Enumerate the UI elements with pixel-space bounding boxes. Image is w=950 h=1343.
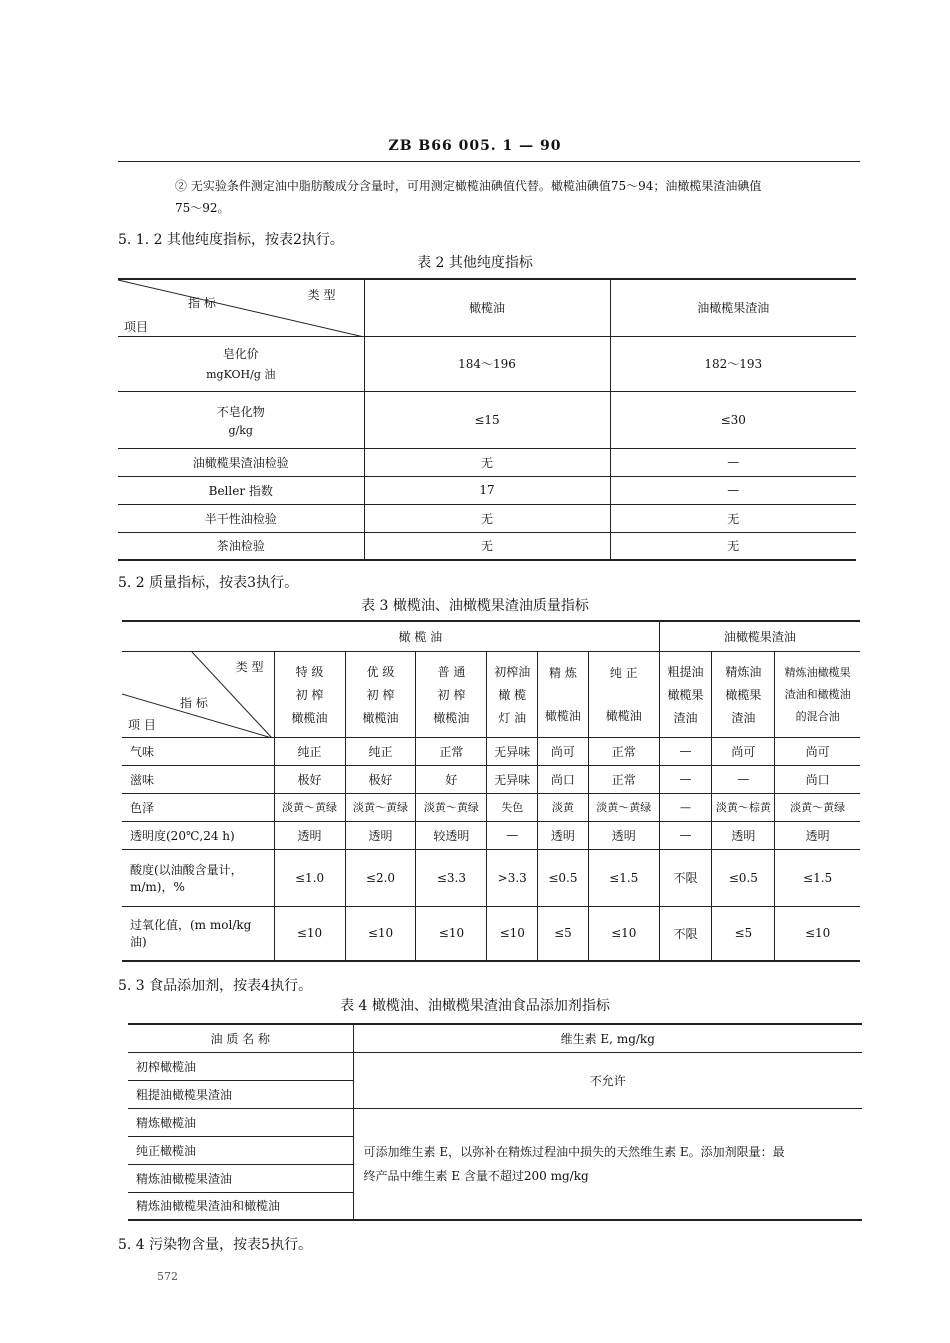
table4-row-name: 精炼橄榄油 <box>128 1108 353 1136</box>
header-rule <box>118 161 860 162</box>
col-line: 橄 榄 <box>498 687 527 702</box>
col-line: 初 榨 <box>295 687 324 702</box>
table3-cell: — <box>712 765 775 793</box>
table3-cell: ≤5 <box>712 906 775 961</box>
table3-cell: ≤1.0 <box>274 849 345 906</box>
group-label: 橄 榄 油 <box>398 629 443 644</box>
table3-cell: 无异味 <box>487 765 538 793</box>
table4-row-name: 精炼油橄榄果渣油 <box>128 1164 353 1192</box>
corner-indicator-label: 指 标 <box>188 296 216 310</box>
table3-cell: ≤3.3 <box>416 849 487 906</box>
corner-type-label: 类 型 <box>235 659 264 674</box>
table3-cell: ≤10 <box>775 906 860 961</box>
table2-caption: 表 2 其他纯度指标 <box>417 255 533 271</box>
table3-corner-cell <box>122 651 274 737</box>
table3-cell: 尚可 <box>712 737 775 765</box>
note-line-2: 75～92。 <box>175 201 230 215</box>
table3-cell: ≤10 <box>487 906 538 961</box>
col-line: 渣油和橄榄油 <box>784 688 851 701</box>
row-unit: mgKOH/g 油 <box>206 368 276 381</box>
table3-cell: ≤0.5 <box>538 849 589 906</box>
col-line: 橄榄油 <box>291 710 328 725</box>
table2-row-name <box>118 391 364 448</box>
table3-col-header <box>712 651 775 737</box>
table-3 <box>122 620 860 962</box>
table3-col-header <box>487 651 538 737</box>
col-line: 渣油 <box>673 710 698 725</box>
col-line: 橄榄油 <box>544 709 581 723</box>
table3-cell: 正常 <box>416 737 487 765</box>
col-line: 精炼油橄榄果 <box>784 666 851 679</box>
col-line: 精炼油 <box>725 664 762 679</box>
table2-row-name <box>118 336 364 391</box>
table3-cell: 淡黄～棕黄 <box>712 793 775 821</box>
table2-row-name: 半干性油检验 <box>118 504 364 532</box>
row-label: 不皂化物 <box>216 404 265 419</box>
table3-cell: ≤2.0 <box>345 849 416 906</box>
corner-item-label: 项目 <box>124 320 149 334</box>
corner-item-label: 项 目 <box>128 717 156 732</box>
table2-cell: 17 <box>364 476 610 504</box>
table3-cell: ≤10 <box>274 906 345 961</box>
section-5-1-2: 5. 1. 2 其他纯度指标，按表2执行。 <box>118 232 344 248</box>
section-5-4: 5. 4 污染物含量，按表5执行。 <box>118 1237 313 1253</box>
table4-value-not-allowed: 不允许 <box>353 1052 862 1108</box>
table3-cell: 透明 <box>345 821 416 849</box>
table4-head-oil-name: 油 质 名 称 <box>128 1024 353 1052</box>
table3-row-name: 过氧化值，(m mol/kg 油) <box>122 906 274 961</box>
table2-cell: ≤30 <box>610 391 856 448</box>
table4-row-name: 粗提油橄榄果渣油 <box>128 1080 353 1108</box>
table2-cell: 无 <box>364 532 610 560</box>
corner-indicator-label: 指 标 <box>180 695 208 710</box>
table4-row-name: 初榨橄榄油 <box>128 1052 353 1080</box>
table2-row-name: 茶油检验 <box>118 532 364 560</box>
table3-row-name: 气味 <box>122 737 274 765</box>
allowed-line-2: 终产品中维生素 E 含量不超过200 mg/kg <box>363 1168 589 1183</box>
table3-cell: 较透明 <box>416 821 487 849</box>
table2-cell: 无 <box>364 448 610 476</box>
table3-cell: 不限 <box>659 849 712 906</box>
note-paragraph <box>175 175 865 219</box>
table3-row-name: 酸度(以油酸含量计，m/m)，% <box>122 849 274 906</box>
table3-cell: ≤10 <box>345 906 416 961</box>
col-line: 橄榄果 <box>667 687 704 702</box>
col-line: 灯 油 <box>498 710 527 725</box>
col-line: 橄榄油 <box>433 710 470 725</box>
corner-type-label: 类 型 <box>307 288 336 302</box>
table3-cell: ≤5 <box>538 906 589 961</box>
table3-cell: ≤1.5 <box>588 849 659 906</box>
table4-row-name: 精炼油橄榄果渣油和橄榄油 <box>128 1192 353 1220</box>
table3-cell: 失色 <box>487 793 538 821</box>
table3-cell: 极好 <box>345 765 416 793</box>
table3-cell: — <box>659 737 712 765</box>
table4-row-name: 纯正橄榄油 <box>128 1136 353 1164</box>
table3-col-header <box>345 651 416 737</box>
page-number: 572 <box>157 1270 178 1283</box>
table3-cell: 淡黄 <box>538 793 589 821</box>
allowed-line-1: 可添加维生素 E，以弥补在精炼过程油中损失的天然维生素 E。添加剂限量：最 <box>363 1144 785 1159</box>
col-line: 特 级 <box>295 664 324 679</box>
table2-row-name: 油橄榄果渣油检验 <box>118 448 364 476</box>
col-line: 初 榨 <box>437 687 466 702</box>
table3-col-header <box>775 651 860 737</box>
col-line: 粗提油 <box>667 664 704 679</box>
table3-cell: 好 <box>416 765 487 793</box>
col-line: 渣油 <box>731 710 756 725</box>
col-line: 普 通 <box>437 664 466 679</box>
table3-cell: — <box>659 793 712 821</box>
table3-cell: 淡黄～黄绿 <box>416 793 487 821</box>
note-line-1: ② 无实验条件测定油中脂肪酸成分含量时，可用测定橄榄油碘值代替。橄榄油碘值75～94；油橄榄果渣油碘值 <box>175 179 762 193</box>
table3-cell: 淡黄～黄绿 <box>588 793 659 821</box>
row-unit: g/kg <box>228 423 253 437</box>
table3-col-header <box>588 651 659 737</box>
table3-group-pomace-oil: 油橄榄果渣油 <box>659 621 860 651</box>
table2-row-name: Beller 指数 <box>118 476 364 504</box>
table2-cell: — <box>610 448 856 476</box>
table3-cell: 正常 <box>588 765 659 793</box>
table3-cell: 透明 <box>274 821 345 849</box>
table3-cell: 纯正 <box>274 737 345 765</box>
table3-cell: — <box>659 765 712 793</box>
table3-group-olive-oil <box>122 621 659 651</box>
table3-row-name: 滋味 <box>122 765 274 793</box>
col-line: 橄榄果 <box>725 687 762 702</box>
col-line: 纯 正 <box>609 666 638 680</box>
col-line: 优 级 <box>366 664 395 679</box>
table3-col-header <box>274 651 345 737</box>
row-label: 皂化价 <box>222 347 259 361</box>
table3-cell: 尚口 <box>775 765 860 793</box>
col-line <box>540 687 586 701</box>
table2-cell: ≤15 <box>364 391 610 448</box>
table3-cell: ≤1.5 <box>775 849 860 906</box>
table3-cell: 不限 <box>659 906 712 961</box>
table3-cell: >3.3 <box>487 849 538 906</box>
table2-cell: 无 <box>610 532 856 560</box>
table3-row-name: 色泽 <box>122 793 274 821</box>
col-line: 橄榄油 <box>605 709 642 723</box>
table3-cell: 透明 <box>538 821 589 849</box>
col-line: 初榨油 <box>494 664 531 679</box>
col-line: 的混合油 <box>795 710 840 723</box>
table3-cell: 淡黄～黄绿 <box>274 793 345 821</box>
table3-cell: 尚可 <box>538 737 589 765</box>
standard-number: ZB B66 005. 1 — 90 <box>388 138 562 154</box>
table3-cell: 正常 <box>588 737 659 765</box>
table3-cell: 透明 <box>588 821 659 849</box>
table3-cell: 尚口 <box>538 765 589 793</box>
col-line: 初 榨 <box>366 687 395 702</box>
table4-caption: 表 4 橄榄油、油橄榄果渣油食品添加剂指标 <box>340 998 610 1014</box>
table2-cell: 无 <box>610 504 856 532</box>
table-2 <box>118 278 856 561</box>
col-line <box>591 687 657 701</box>
table3-cell: 透明 <box>775 821 860 849</box>
table3-cell: 极好 <box>274 765 345 793</box>
table2-cell: 无 <box>364 504 610 532</box>
table-4 <box>128 1023 862 1221</box>
table3-cell: 尚可 <box>775 737 860 765</box>
table3-cell: — <box>659 821 712 849</box>
table4-value-allowed <box>353 1108 862 1220</box>
section-5-3: 5. 3 食品添加剂，按表4执行。 <box>118 978 313 994</box>
table2-cell: 184～196 <box>364 336 610 391</box>
table3-cell: ≤0.5 <box>712 849 775 906</box>
table3-cell: ≤10 <box>416 906 487 961</box>
table3-col-header <box>416 651 487 737</box>
table3-cell: 无异味 <box>487 737 538 765</box>
section-5-2: 5. 2 质量指标，按表3执行。 <box>118 575 299 591</box>
table3-row-name: 透明度(20℃,24 h) <box>122 821 274 849</box>
table3-cell: 淡黄～黄绿 <box>345 793 416 821</box>
table2-cell: 182～193 <box>610 336 856 391</box>
table3-col-header <box>659 651 712 737</box>
table3-cell: 纯正 <box>345 737 416 765</box>
table3-cell: ≤10 <box>588 906 659 961</box>
table2-col-pomace-oil: 油橄榄果渣油 <box>610 279 856 336</box>
table3-cell: — <box>487 821 538 849</box>
table3-col-header <box>538 651 589 737</box>
table3-cell: 淡黄～黄绿 <box>775 793 860 821</box>
table4-head-vitamin-e: 维生素 E, mg/kg <box>353 1024 862 1052</box>
table2-corner-cell <box>118 279 364 336</box>
table3-cell: 透明 <box>712 821 775 849</box>
col-line: 精 炼 <box>549 666 577 680</box>
col-line: 橄榄油 <box>362 710 399 725</box>
table3-caption: 表 3 橄榄油、油橄榄果渣油质量指标 <box>361 598 589 614</box>
table2-col-olive-oil: 橄榄油 <box>364 279 610 336</box>
table2-cell: — <box>610 476 856 504</box>
